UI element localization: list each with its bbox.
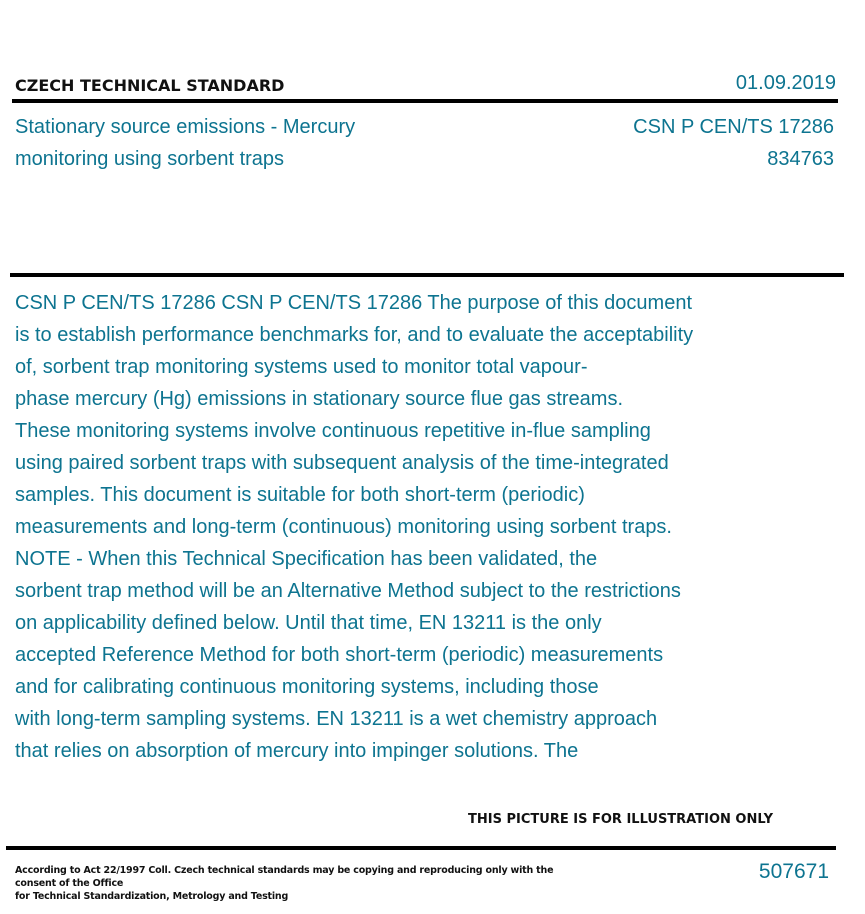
standard-title-line-1: Stationary source emissions - Mercury bbox=[15, 116, 356, 138]
legal-notice-line-1: According to Act 22/1997 Coll. Czech technical standards may be copying and reproducing only with the consent of the Office bbox=[15, 865, 554, 889]
legal-notice bbox=[15, 864, 595, 903]
legal-notice-line-2: for Technical Standardization, Metrology and Testing bbox=[15, 891, 289, 902]
header-divider bbox=[12, 99, 838, 103]
catalog-number: 834763 bbox=[767, 148, 834, 170]
illustration-disclaimer: THIS PICTURE IS FOR ILLUSTRATION ONLY bbox=[468, 812, 773, 827]
section-divider bbox=[10, 273, 844, 277]
standard-code: CSN P CEN/TS 17286 bbox=[633, 116, 834, 138]
standard-title-line-2: monitoring using sorbent traps bbox=[15, 148, 285, 170]
footer-divider bbox=[6, 846, 836, 850]
footer-identifier: 507671 bbox=[758, 860, 829, 883]
document-type-heading: CZECH TECHNICAL STANDARD bbox=[15, 76, 285, 95]
publication-date: 01.09.2019 bbox=[735, 72, 836, 94]
document-abstract: CSN P CEN/TS 17286 CSN P CEN/TS 17286 The purpose of this document is to establish performance benchmarks for, and to evaluate the acceptability of, sorbent trap monitoring systems used to monitor total vapour- phase mercury (Hg) emissions in stationary source flue gas streams. These monitoring systems involve continuous repetitive in-flue sampling using paired sorbent traps with subsequent analysis of the time-integrated samples. This document is suitable for both short-term (periodic) measurements and long-term (continuous) monitoring using sorbent traps. NOTE - When this Technical Specification has been validated, the sorbent trap method will be an Alternative Method subject to the restrictions on applicability defined below. Until that time, EN 13211 is the only accepted Reference Method for both short-term (periodic) measurements and for calibrating continuous monitoring systems, including those with long-term sampling systems. EN 13211 is a wet chemistry approach that relies on absorption of mercury into impinger solutions. The bbox=[15, 292, 694, 762]
